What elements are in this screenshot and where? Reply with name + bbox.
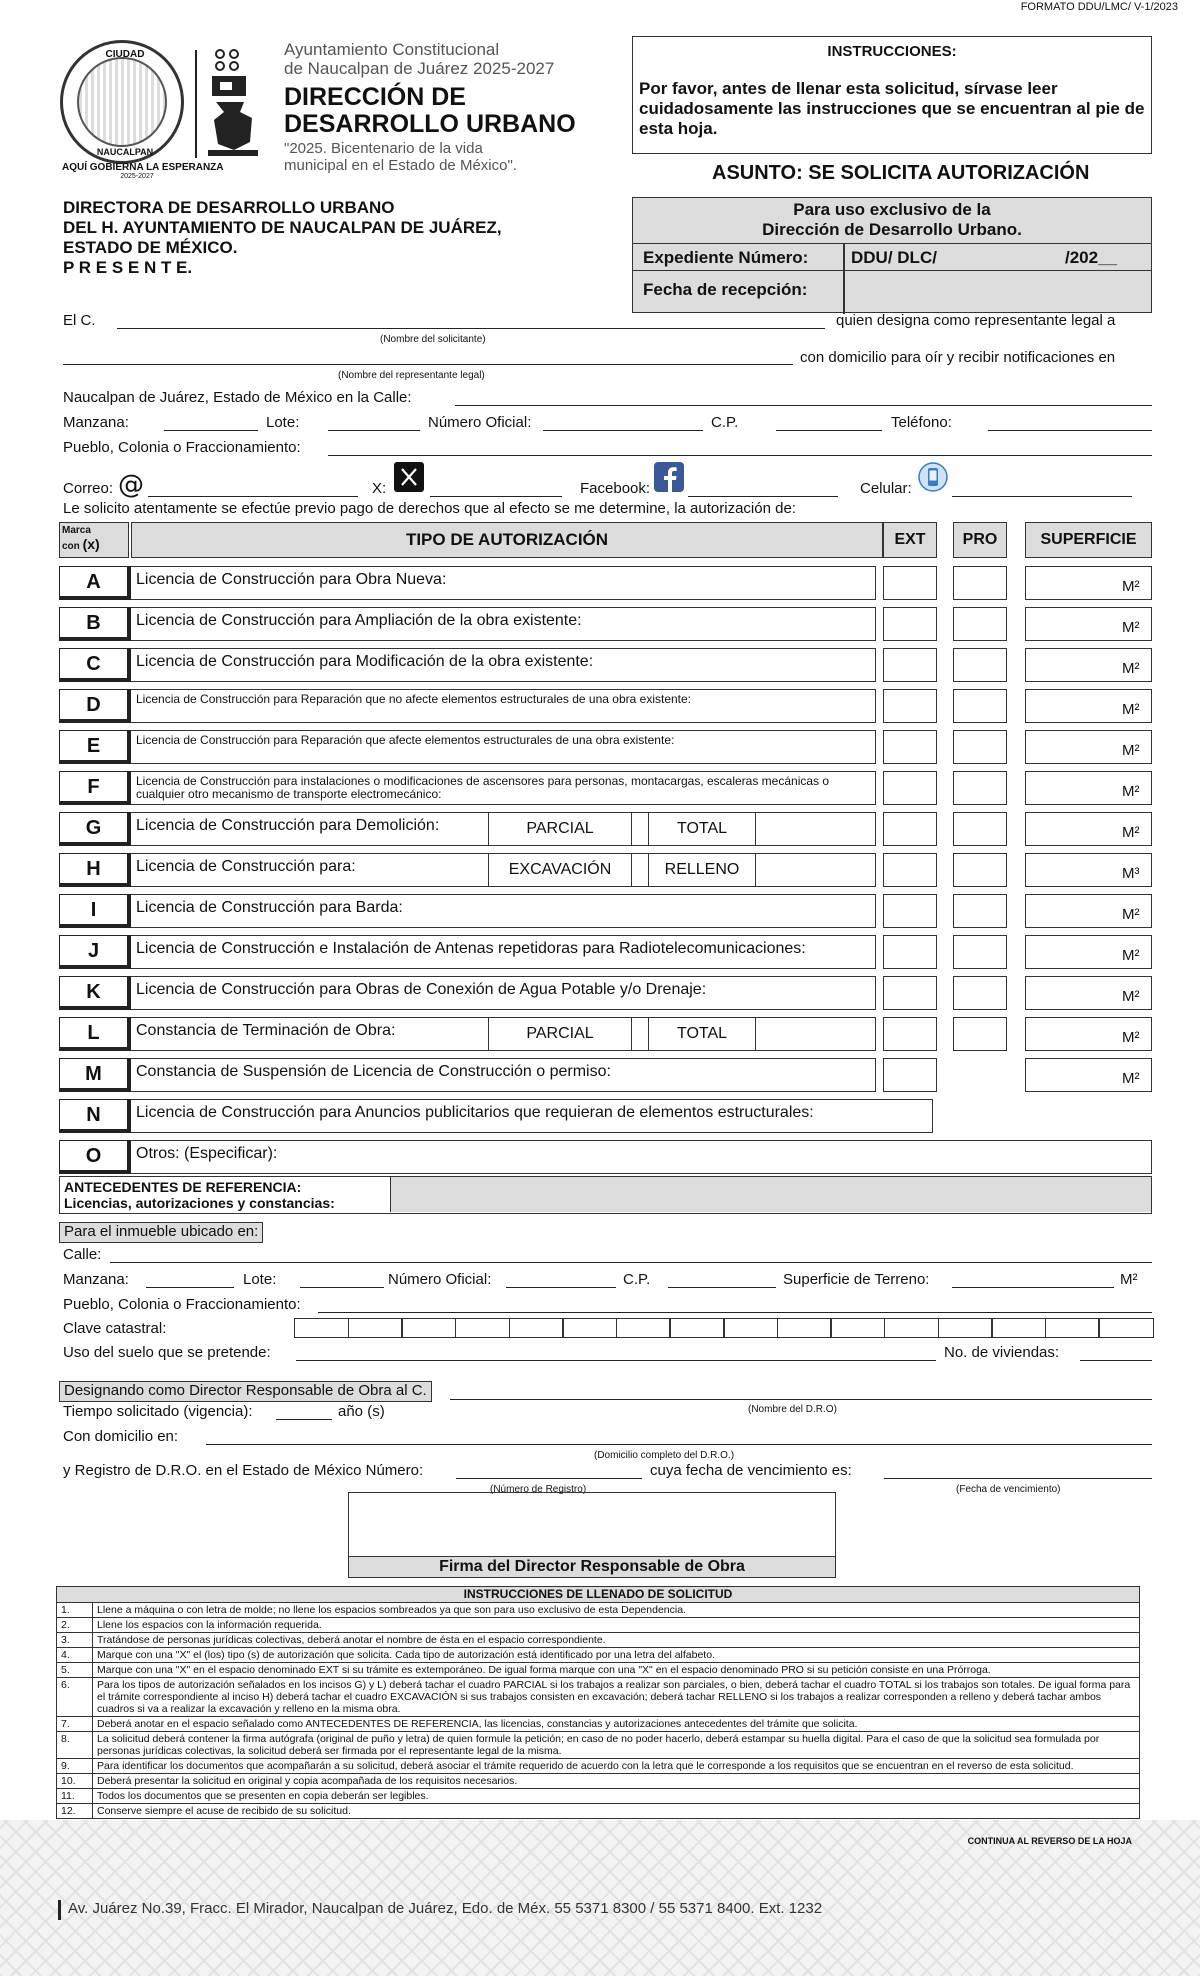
direccion-line-2: DESARROLLO URBANO xyxy=(284,110,576,138)
auth-mark-i[interactable]: I xyxy=(59,894,131,928)
clave-catastral-cell[interactable] xyxy=(348,1318,403,1338)
inmueble-pueblo-field[interactable] xyxy=(318,1312,1152,1313)
instruction-row xyxy=(57,1789,1139,1804)
auth-option-parcial[interactable]: PARCIAL xyxy=(488,812,632,846)
instructions-title: INSTRUCCIONES: xyxy=(827,43,957,60)
addressee-line-1: DIRECTORA DE DESARROLLO URBANO xyxy=(63,198,395,217)
superficie-unit-k: M² xyxy=(1122,988,1140,1005)
antecedentes-label-1: ANTECEDENTES DE REFERENCIA: xyxy=(64,1179,302,1195)
dro-signature-label: Firma del Director Responsable de Obra xyxy=(348,1556,836,1578)
addressee-line-2: DEL H. AYUNTAMIENTO DE NAUCALPAN DE JUÁREZ, xyxy=(63,218,502,237)
auth-desc-g: Licencia de Construcción para Demolición: xyxy=(131,812,876,846)
ext-checkbox-g[interactable] xyxy=(883,812,937,846)
clave-catastral-cell[interactable] xyxy=(1098,1318,1153,1338)
marca-header-text: Marca xyxy=(62,525,91,536)
superficie-unit-m: M² xyxy=(1122,1070,1140,1087)
auth-desc-d: Licencia de Construcción para Reparación que no afecte elementos estructurales de una obra existente: xyxy=(131,689,876,723)
auth-mark-o[interactable]: O xyxy=(59,1140,131,1174)
uso-suelo-field[interactable] xyxy=(296,1360,936,1361)
auth-mark-g[interactable]: G xyxy=(59,812,131,846)
ext-checkbox-c[interactable] xyxy=(883,648,937,682)
seal-emblem-icon xyxy=(77,57,167,147)
instruction-row xyxy=(57,1603,1139,1618)
superficie-unit-c: M² xyxy=(1122,660,1140,677)
superficie-terreno-field[interactable] xyxy=(952,1287,1114,1288)
superficie-header: SUPERFICIE xyxy=(1025,522,1152,558)
instruction-number: 4. xyxy=(57,1648,93,1662)
numero-oficial-label: Número Oficial: xyxy=(428,414,532,431)
instruction-text: Conserve siempre el acuse de recibido de su solicitud. xyxy=(97,1805,351,1817)
auth-desc-j: Licencia de Construcción e Instalación de Antenas repetidoras para Radiotelecomunicaciones: xyxy=(131,935,876,969)
facebook-icon xyxy=(654,462,684,492)
ext-checkbox-i[interactable] xyxy=(883,894,937,928)
instruction-number: 11. xyxy=(57,1789,93,1803)
auth-option-total[interactable]: TOTAL xyxy=(648,1017,756,1051)
exclusive-use-title xyxy=(633,200,1151,240)
ext-checkbox-a[interactable] xyxy=(883,566,937,600)
instruction-text: Marque con una "X" el (los) tipo (s) de autorización que solicita. Cada tipo de autorización está identificado por una letra del alfabeto. xyxy=(97,1649,715,1661)
celular-label: Celular: xyxy=(860,480,912,497)
superficie-unit-g: M² xyxy=(1122,824,1140,841)
inmueble-calle-field[interactable] xyxy=(110,1262,1152,1263)
instruction-text: La solicitud deberá contener la firma autógrafa (original de puño y letra) de quien formule la petición; en caso de no poder hacerlo, deberá estampar su huella digital. Para el caso de que la solicitud sea formulada por personas jurídicas colectivas, la solicitud deberá ser firmada por el representante legal de la misma. xyxy=(97,1733,1100,1757)
tipo-header: TIPO DE AUTORIZACIÓN xyxy=(131,522,883,558)
superficie-unit-j: M² xyxy=(1122,947,1140,964)
instruction-text: Marque con una "X" en el espacio denominado EXT si su trámite es extemporáneo. De igual forma marque con una "X" en el espacio denominado PRO si su petición consiste en una Prórroga. xyxy=(97,1664,991,1676)
superficie-unit-l: M² xyxy=(1122,1029,1140,1046)
clave-catastral-cell[interactable] xyxy=(723,1318,778,1338)
ext-checkbox-l[interactable] xyxy=(883,1017,937,1051)
naucalpan-glyph-icon xyxy=(206,46,262,158)
auth-mark-a[interactable]: A xyxy=(59,566,131,600)
pueblo-label: Pueblo, Colonia o Fraccionamiento: xyxy=(63,439,301,456)
auth-desc-n: Licencia de Construcción para Anuncios publicitarios que requieran de elementos estructurales: xyxy=(131,1099,933,1133)
instruction-row xyxy=(57,1759,1139,1774)
anos-label: año (s) xyxy=(338,1403,385,1420)
clave-catastral-cell[interactable] xyxy=(669,1318,724,1338)
vencimiento-label: cuya fecha de vencimiento es: xyxy=(650,1462,852,1479)
pro-checkbox-l[interactable] xyxy=(953,1017,1007,1051)
superficie-unit-b: M² xyxy=(1122,619,1140,636)
instruction-row xyxy=(57,1804,1139,1818)
mobile-phone-icon xyxy=(918,462,948,492)
instruction-row xyxy=(57,1648,1139,1663)
con-header-text: con xyxy=(62,541,80,552)
antecedentes-label-2: Licencias, autorizaciones y constancias: xyxy=(64,1195,335,1211)
auth-mark-e[interactable]: E xyxy=(59,730,131,764)
pro-checkbox-g[interactable] xyxy=(953,812,1007,846)
manzana-label: Manzana: xyxy=(63,414,129,431)
ext-checkbox-b[interactable] xyxy=(883,607,937,641)
antecedentes-field[interactable] xyxy=(390,1177,1151,1212)
expediente-separator xyxy=(843,243,845,314)
pro-checkbox-h[interactable] xyxy=(953,853,1007,887)
instructions-table-rows xyxy=(57,1603,1139,1818)
pro-checkbox-c[interactable] xyxy=(953,648,1007,682)
pro-checkbox-f[interactable] xyxy=(953,771,1007,805)
instruction-number: 1. xyxy=(57,1603,93,1617)
auth-mark-k[interactable]: K xyxy=(59,976,131,1010)
domicilio-label: con domicilio para oír y recibir notificaciones en xyxy=(800,349,1116,366)
manzana-field[interactable] xyxy=(164,430,258,431)
clave-catastral-cell[interactable] xyxy=(830,1318,885,1338)
ext-checkbox-k[interactable] xyxy=(883,976,937,1010)
instructions-box xyxy=(632,36,1152,154)
auth-mark-n[interactable]: N xyxy=(59,1099,131,1133)
instruction-text: Deberá anotar en el espacio señalado como ANTECEDENTES DE REFERENCIA, las licencias, constancias y autorizaciones antecedentes del trámite que solicita. xyxy=(97,1718,858,1730)
dro-domicilio-field[interactable] xyxy=(206,1444,1152,1445)
instruction-text: Deberá presentar la solicitud en original y copia acompañada de los requisitos necesarios. xyxy=(97,1775,518,1787)
inmueble-manzana-label: Manzana: xyxy=(63,1271,129,1288)
antecedentes-box xyxy=(59,1176,1152,1214)
clave-catastral-cell[interactable] xyxy=(938,1318,993,1338)
ext-checkbox-d[interactable] xyxy=(883,689,937,723)
clave-catastral-cell[interactable] xyxy=(777,1318,832,1338)
dro-domicilio-caption: (Domicilio completo del D.R.O.) xyxy=(594,1450,735,1461)
ext-checkbox-e[interactable] xyxy=(883,730,937,764)
instruction-row xyxy=(57,1633,1139,1648)
instruction-text: Llene los espacios con la información requerida. xyxy=(97,1619,322,1631)
instruction-text: Para los tipos de autorización señalados en los incisos G) y L) deberá tachar el cuadro PARCIAL si los trabajos a realizar son parciales, o bien, deberá tachar el cuadro TOTAL si los trabajos son totales. De igual forma para el trámite correspondiente al inciso H) deberá tachar el cuadro EXCAVACIÓN si sus trabajos consisten en excavación; deberá tachar RELLENO si los trabajos a realizar corresponden a relleno y deberá tachar ambos cuadros si va a realizar la excavación y relleno en la misma obra. xyxy=(97,1679,1131,1715)
exclusive-use-title-2: Dirección de Desarrollo Urbano. xyxy=(762,220,1022,239)
lote-label: Lote: xyxy=(266,414,300,431)
email-at-icon xyxy=(116,470,146,500)
applicant-name-caption: (Nombre del solicitante) xyxy=(380,334,486,345)
instruction-number: 12. xyxy=(57,1804,93,1818)
inmueble-lote-field[interactable] xyxy=(300,1287,384,1288)
celular-field[interactable] xyxy=(952,496,1132,497)
superficie-unit-a: M² xyxy=(1122,578,1140,595)
exclusive-use-title-1: Para uso exclusivo de la xyxy=(793,200,991,219)
instruction-text: Todos los documentos que se presenten en copia deberán ser legibles. xyxy=(97,1790,429,1802)
registro-field[interactable] xyxy=(456,1478,642,1479)
dro-tag: Designando como Director Responsable de Obra al C. xyxy=(59,1381,432,1402)
instruction-number: 6. xyxy=(57,1678,93,1716)
seal-top-text: CIUDAD xyxy=(105,49,145,60)
calle-field[interactable] xyxy=(455,405,1152,406)
slogan-text: AQUÍ GOBIERNA LA ESPERANZA xyxy=(62,162,224,173)
expediente-label: Expediente Número: xyxy=(643,248,809,267)
pro-checkbox-i[interactable] xyxy=(953,894,1007,928)
auth-desc-o: Otros: (Especificar): xyxy=(131,1140,1152,1174)
direccion-line-1: DIRECCIÓN DE xyxy=(284,83,466,111)
instruction-text: Llene a máquina o con letra de molde; no llene los espacios sombreados ya que son para uso exclusivo de esta Dependencia. xyxy=(97,1604,686,1616)
superficie-unit-e: M² xyxy=(1122,742,1140,759)
pro-checkbox-b[interactable] xyxy=(953,607,1007,641)
bicentenario-text xyxy=(284,140,517,174)
auth-desc-m: Constancia de Suspensión de Licencia de Construcción o permiso: xyxy=(131,1058,876,1092)
clave-catastral-cell[interactable] xyxy=(294,1318,349,1338)
tiempo-label: Tiempo solicitado (vigencia): xyxy=(63,1403,253,1420)
continua-note: CONTINUA AL REVERSO DE LA HOJA xyxy=(967,1836,1132,1846)
instruction-row xyxy=(57,1663,1139,1678)
clave-catastral-cell[interactable] xyxy=(455,1318,510,1338)
instruction-number: 8. xyxy=(57,1732,93,1758)
registro-caption: (Número de Registro) xyxy=(490,1484,587,1495)
fecha-recepcion-label: Fecha de recepción: xyxy=(643,280,808,299)
instruction-row xyxy=(57,1717,1139,1732)
inmueble-manzana-field[interactable] xyxy=(146,1287,234,1288)
inmueble-lote-label: Lote: xyxy=(243,1271,277,1288)
clave-catastral-cell[interactable] xyxy=(616,1318,671,1338)
pueblo-field[interactable] xyxy=(328,455,1152,456)
numero-oficial-field[interactable] xyxy=(543,430,703,431)
auth-mark-j[interactable]: J xyxy=(59,935,131,969)
logo-header xyxy=(60,40,600,180)
instruction-text: Para identificar los documentos que acompañarán a su solicitud, deberá asociar el trámite requerido de acuerdo con la letra que le corresponde a los requisitos que se encuentran en el reverso de esta solicitud. xyxy=(97,1760,1074,1772)
superficie-terreno-unit: M² xyxy=(1120,1271,1138,1288)
auth-option-excavación[interactable]: EXCAVACIÓN xyxy=(488,853,632,887)
dro-name-field[interactable] xyxy=(450,1399,1152,1400)
expediente-prefix: DDU/ DLC/ xyxy=(851,248,937,267)
telefono-field[interactable] xyxy=(988,430,1152,431)
auth-option-total[interactable]: TOTAL xyxy=(648,812,756,846)
inmueble-tag: Para el inmueble ubicado en: xyxy=(59,1222,263,1243)
inmueble-cp-field[interactable] xyxy=(668,1287,776,1288)
correo-label: Correo: xyxy=(63,480,114,497)
svg-text:@: @ xyxy=(118,470,144,500)
addressee-line-3: ESTADO DE MÉXICO. xyxy=(63,238,238,257)
expediente-row xyxy=(633,243,1151,271)
facebook-label: Facebook: xyxy=(580,480,651,497)
instruction-number: 2. xyxy=(57,1618,93,1632)
ext-checkbox-f[interactable] xyxy=(883,771,937,805)
slogan-years: 2025-2027 xyxy=(120,173,154,180)
dro-domicilio-label: Con domicilio en: xyxy=(63,1428,179,1445)
ext-checkbox-h[interactable] xyxy=(883,853,937,887)
ext-header: EXT xyxy=(883,522,937,558)
vencimiento-caption: (Fecha de vencimiento) xyxy=(956,1484,1061,1495)
instruction-number: 5. xyxy=(57,1663,93,1677)
x-header-text: (x) xyxy=(82,536,100,552)
auth-mark-l[interactable]: L xyxy=(59,1017,131,1051)
x-field[interactable] xyxy=(430,496,562,497)
pro-checkbox-d[interactable] xyxy=(953,689,1007,723)
authorization-table-header xyxy=(59,522,1152,558)
form-code: FORMATO DDU/LMC/ V-1/2023 xyxy=(1020,1,1178,13)
superficie-unit-d: M² xyxy=(1122,701,1140,718)
logo-divider xyxy=(195,50,197,158)
asunto-heading: ASUNTO: SE SOLICITA AUTORIZACIÓN xyxy=(712,162,1090,184)
clave-catastral-cell[interactable] xyxy=(509,1318,564,1338)
instruction-row xyxy=(57,1732,1139,1759)
auth-desc-e: Licencia de Construcción para Reparación que afecte elementos estructurales de una obra existente: xyxy=(131,730,876,764)
expediente-year: /202__ xyxy=(1065,248,1117,267)
slogan xyxy=(62,162,252,180)
x-twitter-icon xyxy=(394,462,424,492)
inmueble-pueblo-label: Pueblo, Colonia o Fraccionamiento: xyxy=(63,1296,301,1313)
ayuntamiento-line-1: Ayuntamiento Constitucional xyxy=(284,40,500,59)
el-c-label: El C. xyxy=(63,312,96,329)
auth-desc-b: Licencia de Construcción para Ampliación de la obra existente: xyxy=(131,607,876,641)
auth-mark-m[interactable]: M xyxy=(59,1058,131,1092)
auth-desc-h: Licencia de Construcción para: xyxy=(131,853,876,887)
viviendas-field[interactable] xyxy=(1080,1360,1152,1361)
applicant-name-field[interactable] xyxy=(117,328,825,329)
auth-desc-f: Licencia de Construcción para instalaciones o modificaciones de ascensores para personas, montacargas, escaleras mecánicas o cualquier otro mecanismo de transporte electromecánico: xyxy=(131,771,876,805)
auth-desc-i: Licencia de Construcción para Barda: xyxy=(131,894,876,928)
vencimiento-field[interactable] xyxy=(884,1478,1152,1479)
inmueble-numero-label: Número Oficial: xyxy=(388,1271,492,1288)
auth-option-relleno[interactable]: RELLENO xyxy=(648,853,756,887)
correo-field[interactable] xyxy=(148,496,358,497)
antecedentes-label xyxy=(60,1177,390,1212)
instruction-row xyxy=(57,1678,1139,1717)
bicentenario-line-1: "2025. Bicentenario de la vida xyxy=(284,140,483,157)
auth-mark-h[interactable]: H xyxy=(59,853,131,887)
superficie-unit-h: M³ xyxy=(1122,865,1140,882)
representative-name-caption: (Nombre del representante legal) xyxy=(338,370,485,381)
x-label: X: xyxy=(372,480,387,497)
auth-desc-c: Licencia de Construcción para Modificación de la obra existente: xyxy=(131,648,876,682)
viviendas-label: No. de viviendas: xyxy=(944,1344,1060,1361)
clave-catastral-cell[interactable] xyxy=(401,1318,456,1338)
inmueble-cp-label: C.P. xyxy=(623,1271,651,1288)
auth-mark-f[interactable]: F xyxy=(59,771,131,805)
solicito-text: Le solicito atentamente se efectúe previo pago de derechos que al efecto se me determine, la autorización de: xyxy=(63,500,796,517)
instruction-row xyxy=(57,1618,1139,1633)
city-seal-logo xyxy=(60,40,184,164)
pro-checkbox-e[interactable] xyxy=(953,730,1007,764)
ayuntamiento-line-2: de Naucalpan de Juárez 2025-2027 xyxy=(284,59,555,78)
clave-catastral-cell[interactable] xyxy=(884,1318,939,1338)
ayuntamiento-text xyxy=(284,40,554,78)
instructions-table-title: INSTRUCCIONES DE LLENADO DE SOLICITUD xyxy=(57,1587,1139,1603)
clave-catastral-cell[interactable] xyxy=(1045,1318,1100,1338)
exclusive-use-box xyxy=(632,197,1152,313)
superficie-unit-f: M² xyxy=(1122,783,1140,800)
tiempo-field[interactable] xyxy=(276,1419,332,1420)
inmueble-numero-field[interactable] xyxy=(506,1287,616,1288)
cp-label: C.P. xyxy=(711,414,739,431)
instruction-number: 9. xyxy=(57,1759,93,1773)
clave-catastral-cell[interactable] xyxy=(562,1318,617,1338)
instructions-table xyxy=(56,1586,1140,1819)
auth-mark-d[interactable]: D xyxy=(59,689,131,723)
direccion-title xyxy=(284,84,576,138)
pro-header: PRO xyxy=(953,522,1007,558)
cp-field[interactable] xyxy=(776,430,882,431)
representative-name-field[interactable] xyxy=(63,364,793,365)
auth-mark-b[interactable]: B xyxy=(59,607,131,641)
telefono-label: Teléfono: xyxy=(891,414,952,431)
clave-catastral-label: Clave catastral: xyxy=(63,1320,167,1337)
superficie-unit-i: M² xyxy=(1122,906,1140,923)
instruction-number: 3. xyxy=(57,1633,93,1647)
footer-address: Av. Juárez No.39, Fracc. El Mirador, Naucalpan de Juárez, Edo. de Méx. 55 5371 8300 / 55 5371 8400. Ext. 1232 xyxy=(68,1900,823,1917)
pro-checkbox-k[interactable] xyxy=(953,976,1007,1010)
inmueble-calle-label: Calle: xyxy=(63,1246,102,1263)
ext-checkbox-m[interactable] xyxy=(883,1058,937,1092)
dro-name-caption: (Nombre del D.R.O) xyxy=(748,1404,837,1415)
marca-header xyxy=(59,522,129,558)
instruction-text: Tratándose de personas jurídicas colectivas, deberá anotar el nombre de ésta en el espacio correspondiente. xyxy=(97,1634,606,1646)
clave-catastral-cell[interactable] xyxy=(991,1318,1046,1338)
calle-label: Naucalpan de Juárez, Estado de México en la Calle: xyxy=(63,389,412,406)
pro-checkbox-a[interactable] xyxy=(953,566,1007,600)
superficie-terreno-label: Superficie de Terreno: xyxy=(783,1271,930,1288)
instruction-number: 10. xyxy=(57,1774,93,1788)
auth-desc-l: Constancia de Terminación de Obra: xyxy=(131,1017,876,1051)
lote-field[interactable] xyxy=(328,430,420,431)
seal-bottom-text: NAUCALPAN xyxy=(96,147,154,157)
auth-option-parcial[interactable]: PARCIAL xyxy=(488,1017,632,1051)
ext-checkbox-j[interactable] xyxy=(883,935,937,969)
bicentenario-line-2: municipal en el Estado de México". xyxy=(284,157,517,174)
facebook-field[interactable] xyxy=(688,496,838,497)
designa-label: quien designa como representante legal a xyxy=(836,312,1116,329)
addressee-line-4: P R E S E N T E. xyxy=(63,258,193,277)
auth-mark-c[interactable]: C xyxy=(59,648,131,682)
auth-desc-k: Licencia de Construcción para Obras de Conexión de Agua Potable y/o Drenaje: xyxy=(131,976,876,1010)
uso-suelo-label: Uso del suelo que se pretende: xyxy=(63,1344,271,1361)
registro-label: y Registro de D.R.O. en el Estado de México Número: xyxy=(63,1462,424,1479)
addressee xyxy=(63,198,502,278)
instruction-row xyxy=(57,1774,1139,1789)
pro-checkbox-j[interactable] xyxy=(953,935,1007,969)
auth-desc-a: Licencia de Construcción para Obra Nueva: xyxy=(131,566,876,600)
instructions-text: Por favor, antes de llenar esta solicitud, sírvase leer cuidadosamente las instrucciones que se encuentran al pie de esta hoja. xyxy=(639,79,1145,138)
instruction-number: 7. xyxy=(57,1717,93,1731)
